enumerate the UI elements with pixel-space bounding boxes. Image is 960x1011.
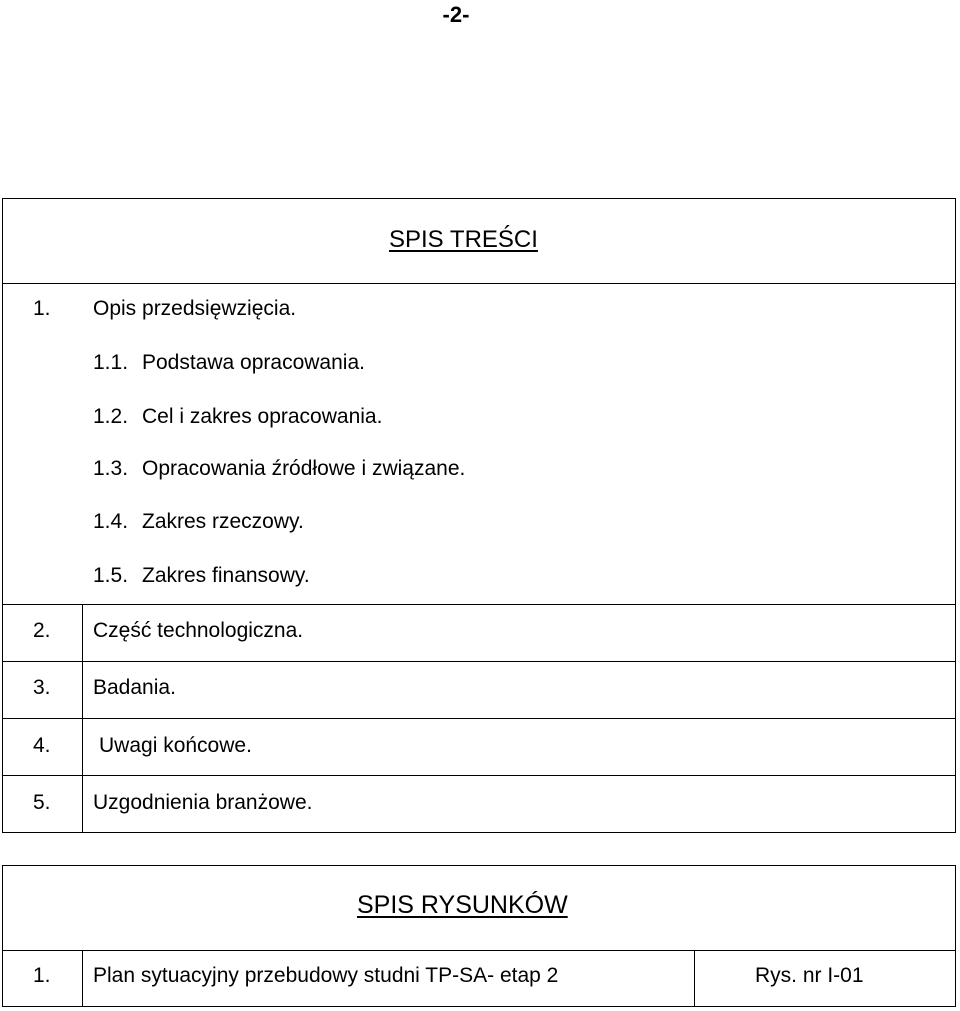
toc-item-label: Podstawa opracowania. [142,351,365,374]
toc-item-label: Zakres rzeczowy. [142,510,304,533]
toc-item-number: 1.3. [93,457,129,480]
page-number: -2- [442,2,470,27]
toc-column-divider [82,604,83,832]
drawing-reference: Rys. nr I-01 [755,964,864,987]
toc-item-label: Część technologiczna. [93,619,304,642]
drawings-title: SPIS RYSUNKÓW [357,891,568,919]
drawing-label: Plan sytuacyjny przebudowy studni TP-SA- etap 2 [93,964,559,987]
drawings-column-divider [694,950,695,1006]
toc-row-divider [3,775,955,776]
toc-item-label: Badania. [93,676,176,699]
toc-item-label: Opis przedsięwzięcia. [93,297,297,320]
toc-item-number: 4. [33,734,51,757]
drawings-header-divider [3,950,955,951]
toc-item-number: 1.5. [93,564,129,587]
toc-item-label: Cel i zakres opracowania. [142,405,383,428]
drawing-number: 1. [33,964,51,987]
toc-item-number: 5. [33,791,51,814]
toc-item-label: Opracowania źródłowe i związane. [142,457,466,480]
toc-header-divider [3,283,955,284]
drawings-column-divider [82,950,83,1006]
toc-item-number: 1. [33,297,51,320]
toc-item-label: Zakres finansowy. [142,564,310,587]
toc-item-number: 1.1. [93,351,129,374]
toc-item-number: 1.2. [93,405,129,428]
toc-item-number: 1.4. [93,510,129,533]
toc-row-divider [3,604,955,605]
toc-item-label: Uwagi końcowe. [99,734,252,757]
toc-row-divider [3,718,955,719]
toc-item-label: Uzgodnienia branżowe. [93,791,313,814]
toc-item-number: 2. [33,619,51,642]
toc-item-number: 3. [33,676,51,699]
toc-row-divider [3,661,955,662]
toc-title: SPIS TREŚCI [389,226,538,253]
